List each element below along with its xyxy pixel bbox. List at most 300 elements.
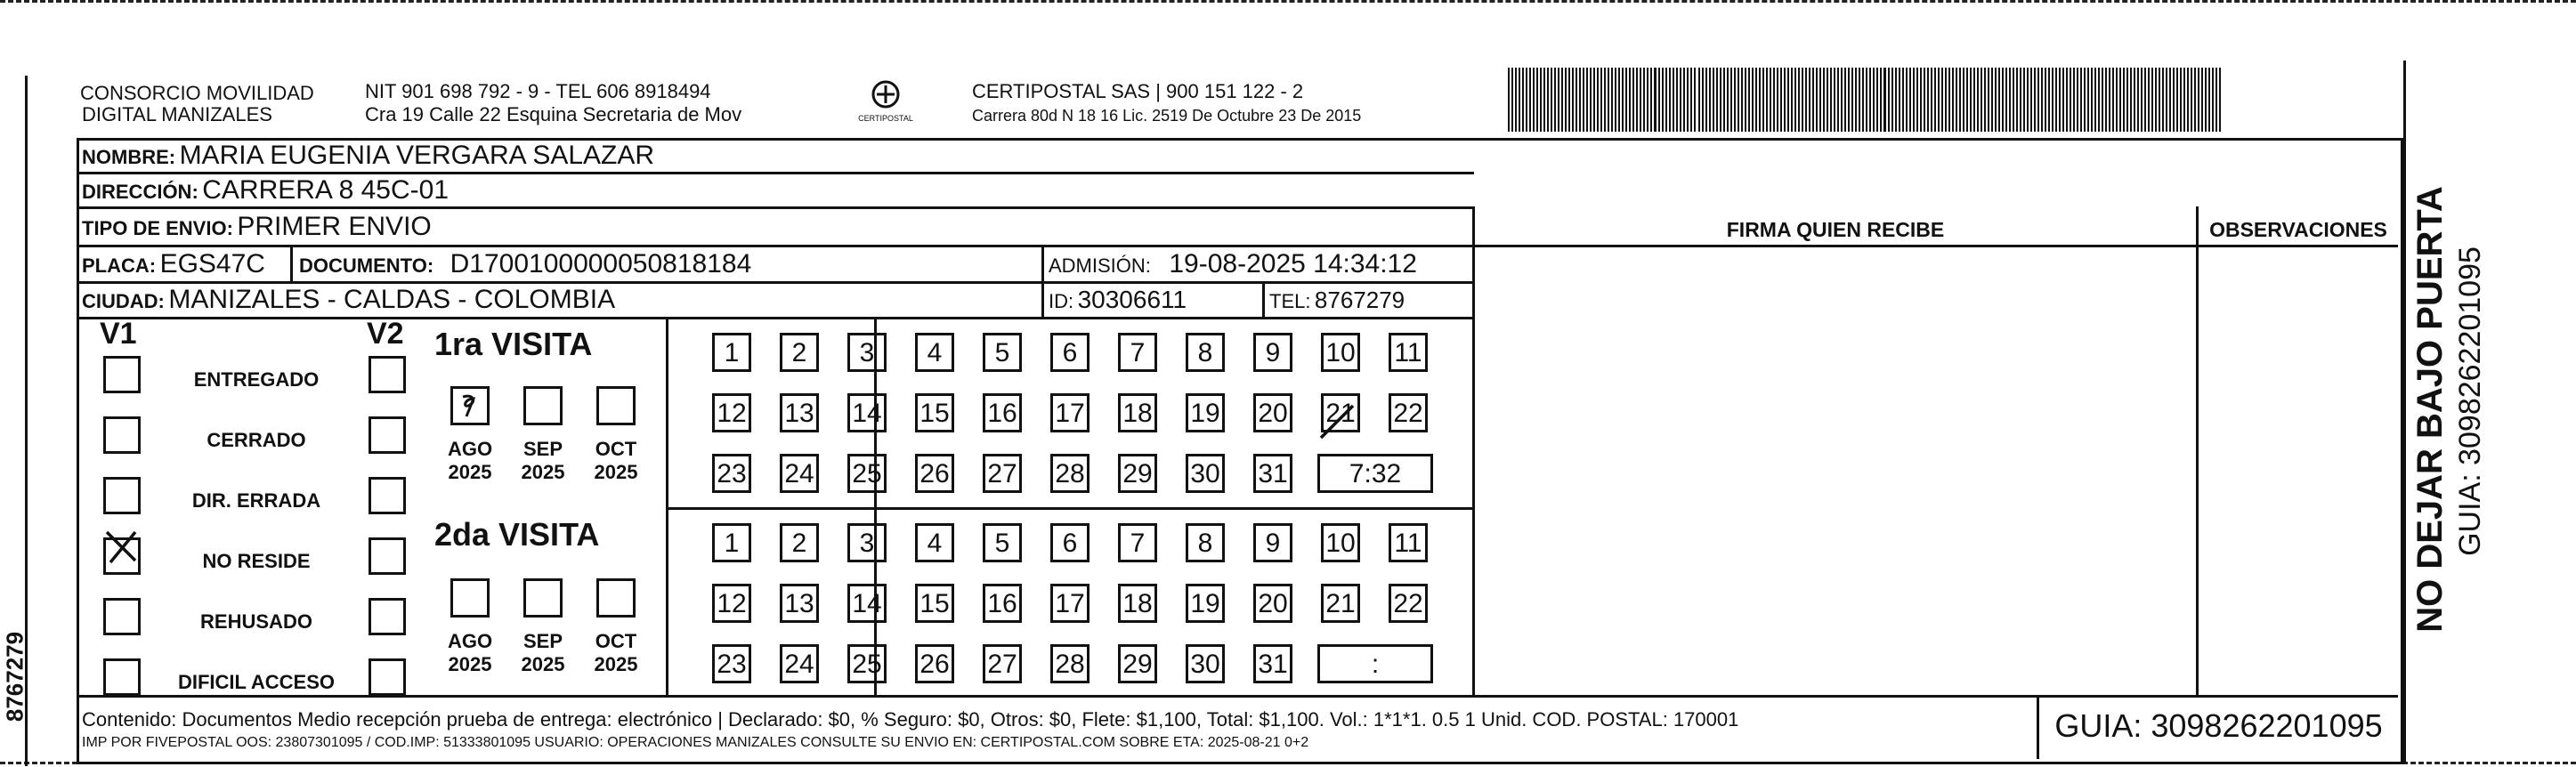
logo-text: CERTIPOSTAL [858,114,913,123]
barcode-bar [1543,68,1545,132]
barcode-bar [1991,68,1993,132]
id-value: 30306611 [1077,286,1187,313]
barcode-bar [2187,68,2189,132]
month-checkbox [523,386,563,425]
day-box: 16 [983,393,1022,432]
first-visit-title: 1ra VISITA [434,326,593,362]
barcode-bar [1590,68,1592,132]
day-box: 31 [1253,644,1292,683]
day-box: 13 [780,393,819,432]
v2-checkbox [369,598,406,635]
day-box: 4 [915,333,954,372]
barcode-bar [1608,68,1609,132]
day-box: 27 [983,454,1022,493]
placa-value: EGS47C [159,249,265,279]
admision-field [1049,248,1417,280]
tel-label: TEL: [1269,290,1311,312]
row-line-2 [77,206,1474,209]
v2-checkbox [369,356,406,393]
barcode-bar [2123,68,2125,132]
barcode-bar [1572,68,1574,132]
barcode-bar [1798,68,1800,132]
day-box: 22 [1389,584,1428,623]
status-label: NO RESIDE [202,550,311,572]
signature-left-border [1472,206,1475,698]
barcode-bar [1888,68,1890,132]
barcode-bar [1752,68,1754,132]
barcode-bar [1891,68,1893,132]
day-box: 24 [780,454,819,493]
barcode-bar [2030,68,2032,132]
documento-field [299,248,751,280]
barcode-bar [1687,68,1689,132]
barcode-bar [1680,68,1681,132]
barcode-bar [2016,68,2018,132]
barcode-bar [1597,68,1599,132]
barcode-bar [1805,68,1807,132]
day-box: 28 [1050,454,1090,493]
barcode-bar [2094,68,2096,132]
day-box: 20 [1253,584,1292,623]
certipostal-line: CERTIPOSTAL SAS | 900 151 122 - 2 [972,80,1304,102]
id-label: ID: [1049,290,1074,312]
barcode-bar [1931,68,1932,132]
visit-time-box: : [1317,644,1433,683]
barcode-bar [1762,68,1764,132]
second-visit-title: 2da VISITA [434,516,600,553]
documento-value: D1700100000050818184 [450,249,752,279]
day-box: 3 [847,333,887,372]
barcode-bar [1640,68,1641,132]
day-box: 9 [1253,523,1292,562]
barcode-bar [1773,68,1775,132]
barcode-bar [1593,68,1595,132]
barcode-bar [2080,68,2082,132]
day-box: 22 [1389,393,1428,432]
year-label: 2025 [594,653,638,675]
barcode-bar [1536,68,1538,132]
barcode-bar [1508,68,1510,132]
barcode-bar [1579,68,1581,132]
barcode-bar [2116,68,2118,132]
barcode-bar [1981,68,1982,132]
v1-checkbox [103,356,141,393]
barcode [1504,68,2225,132]
months-divider [874,317,877,698]
year-label: 2025 [521,653,565,675]
placa-divider [290,245,293,284]
v2-checkbox [369,477,406,514]
day-box: 7 [1118,333,1157,372]
month-checkbox [596,386,636,425]
barcode-bar [2183,68,2185,132]
barcode-bar [2027,68,2029,132]
barcode-bar [1984,68,1986,132]
barcode-bar [1913,68,1915,132]
day-box: 8 [1186,523,1225,562]
barcode-bar [2119,68,2121,132]
day-box: 1 [712,333,751,372]
barcode-bar [2180,68,2182,132]
barcode-bar [1848,68,1850,132]
barcode-bar [1611,68,1613,132]
barcode-bar [2144,68,2146,132]
v1-checkbox [103,477,141,514]
tipo-envio-field [82,212,432,242]
barcode-bar [1705,68,1707,132]
barcode-bar [2109,68,2110,132]
barcode-bar [2005,68,2007,132]
barcode-bar [1777,68,1778,132]
barcode-bar [2205,68,2207,132]
barcode-bar [1909,68,1911,132]
barcode-bar [2034,68,2036,132]
barcode-bar [1734,68,1736,132]
barcode-bar [1745,68,1746,132]
barcode-bar [1759,68,1761,132]
barcode-bar [1554,68,1556,132]
barcode-bar [1709,68,1711,132]
barcode-bar [1515,68,1517,132]
status-divider [666,317,668,698]
v1-checkbox [103,658,141,696]
day-box: 17 [1050,584,1090,623]
barcode-bar [2191,68,2192,132]
barcode-bar [1676,68,1678,132]
barcode-bar [1938,68,1940,132]
barcode-bar [1895,68,1897,132]
barcode-bar [1551,68,1552,132]
month-label: SEP [522,630,563,652]
barcode-bar [1869,68,1871,132]
barcode-bar [1834,68,1835,132]
v1-checkbox [103,598,141,635]
barcode-bar [2066,68,2068,132]
month-checkbox [450,578,490,618]
barcode-bar [2059,68,2061,132]
barcode-bar [1748,68,1750,132]
barcode-bar [2091,68,2093,132]
barcode-bar [2013,68,2014,132]
barcode-bar [1998,68,2000,132]
barcode-bar [1948,68,1950,132]
day-box: 19 [1186,393,1225,432]
barcode-bar [1866,68,1867,132]
barcode-bar [2212,68,2214,132]
status-label: DIFICIL ACCESO [177,671,335,693]
barcode-bar [2098,68,2100,132]
barcode-bar [1586,68,1588,132]
day-box: 8 [1186,333,1225,372]
barcode-bar [2073,68,2075,132]
barcode-bar [1876,68,1878,132]
barcode-bar [1920,68,1922,132]
barcode-bar [1859,68,1860,132]
barcode-bar [1625,68,1627,132]
barcode-bar [1662,68,1664,132]
visit-time-box: 7:32 [1317,454,1433,493]
barcode-bar [1673,68,1674,132]
barcode-bar [1618,68,1620,132]
barcode-bar [2159,68,2160,132]
nombre-value: MARIA EUGENIA VERGARA SALAZAR [179,141,655,170]
barcode-bar [1741,68,1743,132]
barcode-bar [1837,68,1839,132]
day-box: 6 [1050,523,1090,562]
status-label: REHUSADO [200,610,312,633]
day-box: 25 [847,454,887,493]
barcode-bar [1529,68,1531,132]
barcode-bar [2201,68,2203,132]
ciudad-label: CIUDAD: [82,290,165,312]
day-box: 10 [1321,523,1360,562]
barcode-bar [1720,68,1721,132]
barcode-bar [1738,68,1739,132]
certipostal-address: Carrera 80d N 18 16 Lic. 2519 De Octubre 23 De 2015 [972,107,1362,125]
barcode-bar [2045,68,2046,132]
status-label: CERRADO [207,429,306,451]
barcode-bar [1945,68,1947,132]
ciudad-field [82,285,615,315]
day-box: 10 [1321,333,1360,372]
v2-checkbox [369,658,406,696]
barcode-bar [1716,68,1718,132]
admision-divider [1041,245,1044,319]
barcode-bar [2020,68,2021,132]
barcode-bar [1902,68,1904,132]
imp-line: IMP POR FIVEPOSTAL OOS: 23807301095 / COD.IMP: 51333801095 USUARIO: OPERACIONES MANIZALES CONSULTE SU ENVIO EN: CERTIPOSTAL.COM SOBRE ETA: 2025-08-21 0+2 [82,735,1309,750]
barcode-bar [2077,68,2078,132]
barcode-bar [1702,68,1704,132]
day-box: 12 [712,584,751,623]
barcode-bar [1851,68,1853,132]
month-mark-ago [450,386,490,425]
barcode-bar [1698,68,1700,132]
admision-label: ADMISIÓN: [1049,254,1151,277]
day-box: 29 [1118,454,1157,493]
month-label: OCT [595,438,637,460]
day-box: 27 [983,644,1022,683]
barcode-bar [1615,68,1616,132]
day-box: 26 [915,644,954,683]
day-box: 30 [1186,644,1225,683]
barcode-bar [2126,68,2128,132]
admision-value: 19-08-2025 14:34:12 [1169,249,1417,279]
day-box: 29 [1118,644,1157,683]
direccion-field [82,175,449,206]
barcode-bar [2141,68,2143,132]
barcode-bar [2155,68,2157,132]
barcode-bar [1916,68,1918,132]
barcode-bar [1604,68,1606,132]
barcode-bar [1730,68,1732,132]
barcode-bar [2148,68,2150,132]
barcode-bar [2208,68,2210,132]
v2-checkbox [369,537,406,575]
barcode-bar [1823,68,1825,132]
placa-field [82,248,265,280]
barcode-bar [1643,68,1645,132]
row-line-6 [77,695,2398,698]
barcode-bar [2052,68,2054,132]
v1-checkbox [103,416,141,454]
direccion-value: CARRERA 8 45C-01 [202,175,450,205]
year-label: 2025 [448,653,492,675]
barcode-bar [1952,68,1954,132]
placa-label: PLACA: [82,254,157,277]
barcode-bar [2087,68,2089,132]
barcode-bar [2162,68,2164,132]
barcode-bar [2009,68,2011,132]
tipo-envio-label: TIPO DE ENVIO: [82,217,233,239]
barcode-bar [2105,68,2107,132]
barcode-bar [1995,68,1997,132]
barcode-bar [2002,68,2004,132]
direccion-label: DIRECCIÓN: [82,181,198,203]
v2-label: V2 [367,317,404,351]
day-box: 13 [780,584,819,623]
day-box: 21 [1321,393,1360,432]
id-field [1049,285,1187,315]
month-label: OCT [595,630,637,652]
month-label: AGO [447,438,493,460]
day-box: 31 [1253,454,1292,493]
barcode-bar [1632,68,1634,132]
barcode-bar [1511,68,1513,132]
month-checkbox [596,578,636,618]
barcode-bar [1873,68,1875,132]
day-box: 9 [1253,333,1292,372]
contenido-line: Contenido: Documentos Medio recepción prueba de entrega: electrónico | Declarado: $0, % Seguro: $0, Otros: $0, Flete: $1,100, Total: $1,100. Vol.: 1*1*1. 0.5 1 Unid. COD. POSTAL: 170001 [82,708,1739,731]
barcode-bar [1780,68,1782,132]
barcode-bar [2134,68,2135,132]
barcode-bar [1988,68,1989,132]
month-label: AGO [447,630,493,652]
day-box: 28 [1050,644,1090,683]
certipostal-logo [850,75,921,130]
day-mark-21 [1317,402,1362,441]
barcode-bar [1636,68,1638,132]
barcode-bar [1713,68,1714,132]
tel-divider [1262,281,1265,319]
barcode-bar [2102,68,2103,132]
day-box: 11 [1389,523,1428,562]
day-box: 14 [847,584,887,623]
nombre-label: NOMBRE: [82,146,176,168]
barcode-bar [2070,68,2071,132]
barcode-bar [1883,68,1886,132]
barcode-bar [1812,68,1814,132]
day-box: 12 [712,393,751,432]
barcode-bar [1819,68,1821,132]
barcode-bar [1959,68,1961,132]
barcode-bar [1755,68,1757,132]
barcode-bar [2055,68,2057,132]
barcode-bar [2112,68,2114,132]
barcode-bar [1794,68,1796,132]
barcode-bar [2023,68,2025,132]
barcode-bar [1899,68,1900,132]
barcode-bar [2041,68,2043,132]
barcode-bar [2062,68,2064,132]
day-box: 23 [712,644,751,683]
barcode-bar [1809,68,1810,132]
barcode-bar [1547,68,1549,132]
observaciones-label: OBSERVACIONES [2209,218,2387,241]
barcode-bar [1956,68,1957,132]
year-label: 2025 [521,461,565,483]
day-box: 2 [780,523,819,562]
barcode-bar [1862,68,1864,132]
barcode-bar [2137,68,2139,132]
barcode-bar [1683,68,1685,132]
barcode-bar [1927,68,1929,132]
barcode-bar [1629,68,1631,132]
barcode-bar [1841,68,1843,132]
day-box: 5 [983,523,1022,562]
barcode-bar [1650,68,1652,132]
barcode-bar [2216,68,2217,132]
barcode-bar [1600,68,1602,132]
barcode-bar [1830,68,1832,132]
barcode-bar [1694,68,1696,132]
barcode-bar [1880,68,1882,132]
barcode-bar [1766,68,1768,132]
day-box: 5 [983,333,1022,372]
month-checkbox [523,578,563,618]
barcode-bar [1665,68,1667,132]
barcode-bar [1934,68,1936,132]
barcode-bar [1906,68,1908,132]
company-name-line1: CONSORCIO MOVILIDAD [80,82,314,104]
day-box: 23 [712,454,751,493]
day-box: 25 [847,644,887,683]
day-box: 18 [1118,393,1157,432]
status-label: DIR. ERRADA [191,489,321,512]
barcode-bar [1654,68,1657,132]
barcode-bar [2037,68,2039,132]
barcode-bar [2176,68,2178,132]
barcode-bar [1568,68,1570,132]
day-box: 15 [915,584,954,623]
barcode-bar [2166,68,2167,132]
left-strip-tel: 8767279 [1,631,28,723]
tipo-envio-value: PRIMER ENVIO [237,212,432,241]
barcode-bar [2084,68,2086,132]
day-box: 30 [1186,454,1225,493]
barcode-bar [1966,68,1968,132]
day-box: 24 [780,644,819,683]
barcode-bar [2048,68,2050,132]
day-box: 26 [915,454,954,493]
barcode-bar [1526,68,1527,132]
day-box: 7 [1118,523,1157,562]
barcode-bar [1963,68,1964,132]
barcode-bar [1787,68,1789,132]
barcode-bar [2198,68,2199,132]
footer-guia: GUIA: 3098262201095 [2054,707,2383,744]
barcode-bar [1583,68,1584,132]
perforation-top [0,0,2576,3]
barcode-bar [1970,68,1972,132]
barcode-bar [1669,68,1671,132]
day-box: 15 [915,393,954,432]
barcode-bar [1565,68,1567,132]
stub-warning: NO DEJAR BAJO PUERTA [2410,186,2450,633]
year-label: 2025 [594,461,638,483]
documento-label: DOCUMENTO: [299,254,434,277]
stub-guia: GUIA: 3098262201095 [2453,246,2487,556]
